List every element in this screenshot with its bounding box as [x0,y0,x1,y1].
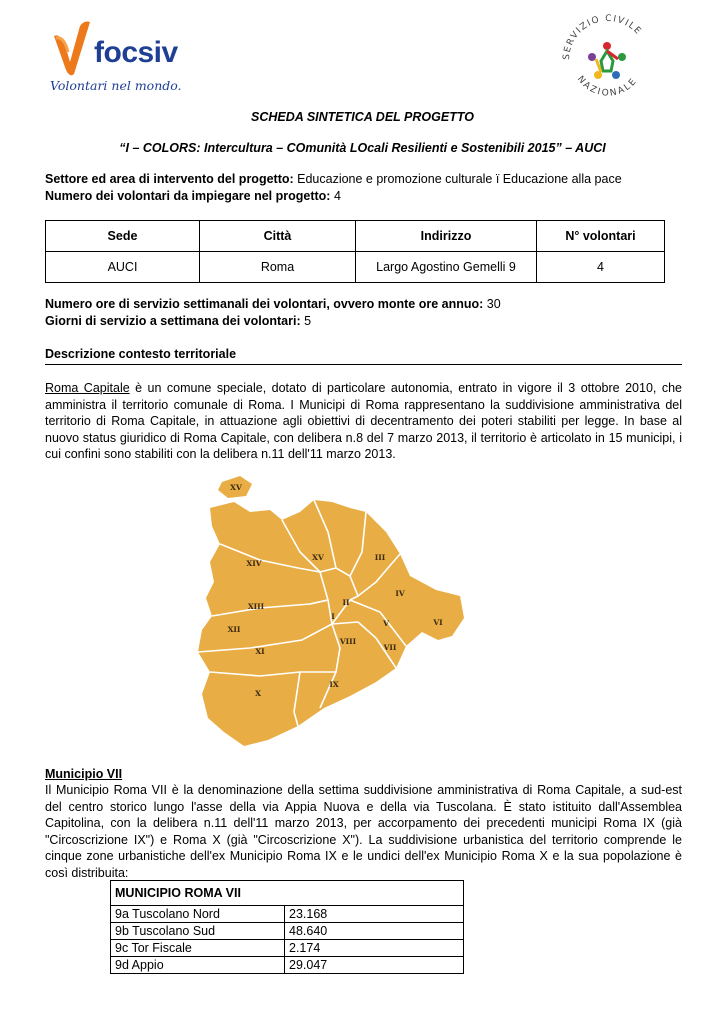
municipio-heading: Municipio VII [45,767,123,781]
svg-text:SERVIZIO CIVILE: SERVIZIO CIVILE [561,13,644,61]
map-label: II [342,598,350,607]
giorni-line [45,314,311,328]
sedi-cell: AUCI [46,252,200,283]
zone-population: 29.047 [285,957,464,974]
sedi-header-cell: Città [200,221,356,252]
map-region-main [198,500,464,746]
map-label: XIII [247,602,265,611]
sedi-header-cell: N° volontari [537,221,665,252]
sedi-header-row [46,221,665,252]
document-title: SCHEDA SINTETICA DEL PROGETTO [251,110,474,124]
map-label: XII [227,625,241,634]
settore-label: Settore ed area di intervento del progetto: [45,172,294,186]
sedi-header-cell: Sede [46,221,200,252]
zone-population: 48.640 [285,923,464,940]
numero-label: Numero dei volontari da impiegare nel progetto: [45,189,331,203]
settore-line [45,172,622,186]
sedi-cell: Roma [200,252,356,283]
map-label: X [255,689,261,698]
municipio-table-title: MUNICIPIO ROMA VII [111,881,464,906]
zone-population: 2.174 [285,940,464,957]
section-divider [45,364,682,365]
giorni-value: 5 [300,314,312,328]
roma-capitale-link[interactable]: Roma Capitale [45,381,130,395]
numero-value: 4 [330,189,341,203]
contesto-heading: Descrizione contesto territoriale [45,347,237,361]
map-label: VIII [339,637,357,646]
map-label: XI [255,647,265,656]
focsiv-v-icon [50,18,94,78]
focsiv-name: focsiv [94,36,178,69]
sedi-header-cell: Indirizzo [356,221,537,252]
map-label: XV [312,553,324,562]
table-row [46,252,665,283]
municipio-table-header [111,881,464,906]
zone-population: 23.168 [285,906,464,923]
map-label: IV [395,589,405,598]
sedi-table [45,220,665,283]
table-row [111,906,464,923]
ore-label: Numero ore di servizio settimanali dei volontari, ovvero monte ore annuo: [45,297,484,311]
municipio-paragraph: Il Municipio Roma VII è la denominazione della settima suddivisione amministrativa di Roma Capitale, a sud-est del centro storico lungo l'asse della via Appia Nuova e della via Tuscolana. È stato istituito dall'Assemblea Capitolina, con la delibera n.11 dell'11 marzo 2013, per accorpamento dei precedenti municipi Roma IX (già "Circoscrizione IX") e Roma X (già "Circoscrizione X"). La suddivisione urbanistica del territorio comprende le cinque zone urbanistiche dell'ex Municipio Roma IX e le undici dell'ex Municipio Roma X e la sua popolazione è così distribuita: [45,783,682,880]
rome-municipalities-map [190,472,490,757]
intro-text: è un comune speciale, dotato di particolare autonomia, entrato in vigore il 3 ottobre 2010, che amministra il territorio comunale di Roma. I Municipi di Roma rappresentano la suddivisione amministrativa del territorio di Roma Capitale, in attuazione agli obiettivi di decentramento dei poteri stabiliti per legge. In base al nuovo status giuridico di Roma Capitale, con delibera n.8 del 7 marzo 2013, il territorio è articolato in 15 municipi, i cui confini sono stabiliti con la delibera n.11 dell'11 marzo 2013. [45,381,682,461]
table-row [111,957,464,974]
sedi-cell: Largo Agostino Gemelli 9 [356,252,537,283]
svg-text:NAZIONALE: NAZIONALE [574,74,640,99]
numero-line [45,189,341,203]
table-row [111,940,464,957]
sedi-cell: 4 [537,252,665,283]
intro-paragraph [45,380,682,463]
giorni-label: Giorni di servizio a settimana dei volontari: [45,314,301,328]
focsiv-logo [50,18,200,98]
map-label: V [383,619,389,628]
table-row [111,923,464,940]
ore-value: 30 [483,297,501,311]
focsiv-tagline: Volontari nel mondo. [50,78,182,93]
map-label: I [331,612,335,621]
map-label: VII [383,643,397,652]
zone-name: 9a Tuscolano Nord [111,906,285,923]
servizio-civile-logo [555,10,660,105]
ore-line [45,297,501,311]
settore-value: Educazione e promozione culturale ï Educazione alla pace [293,172,622,186]
map-label: III [374,553,386,562]
map-label: VI [433,618,443,627]
map-label: XV [230,483,242,492]
map-label: IX [329,680,339,689]
zone-name: 9b Tuscolano Sud [111,923,285,940]
map-svg [190,472,490,757]
zone-name: 9c Tor Fiscale [111,940,285,957]
servizio-civile-star-icon [555,10,660,105]
zone-name: 9d Appio [111,957,285,974]
map-label: XIV [246,559,262,568]
project-title: “I – COLORS: Intercultura – COmunità LOcali Resilienti e Sostenibili 2015” – AUCI [119,141,606,155]
municipio-table [110,880,464,974]
